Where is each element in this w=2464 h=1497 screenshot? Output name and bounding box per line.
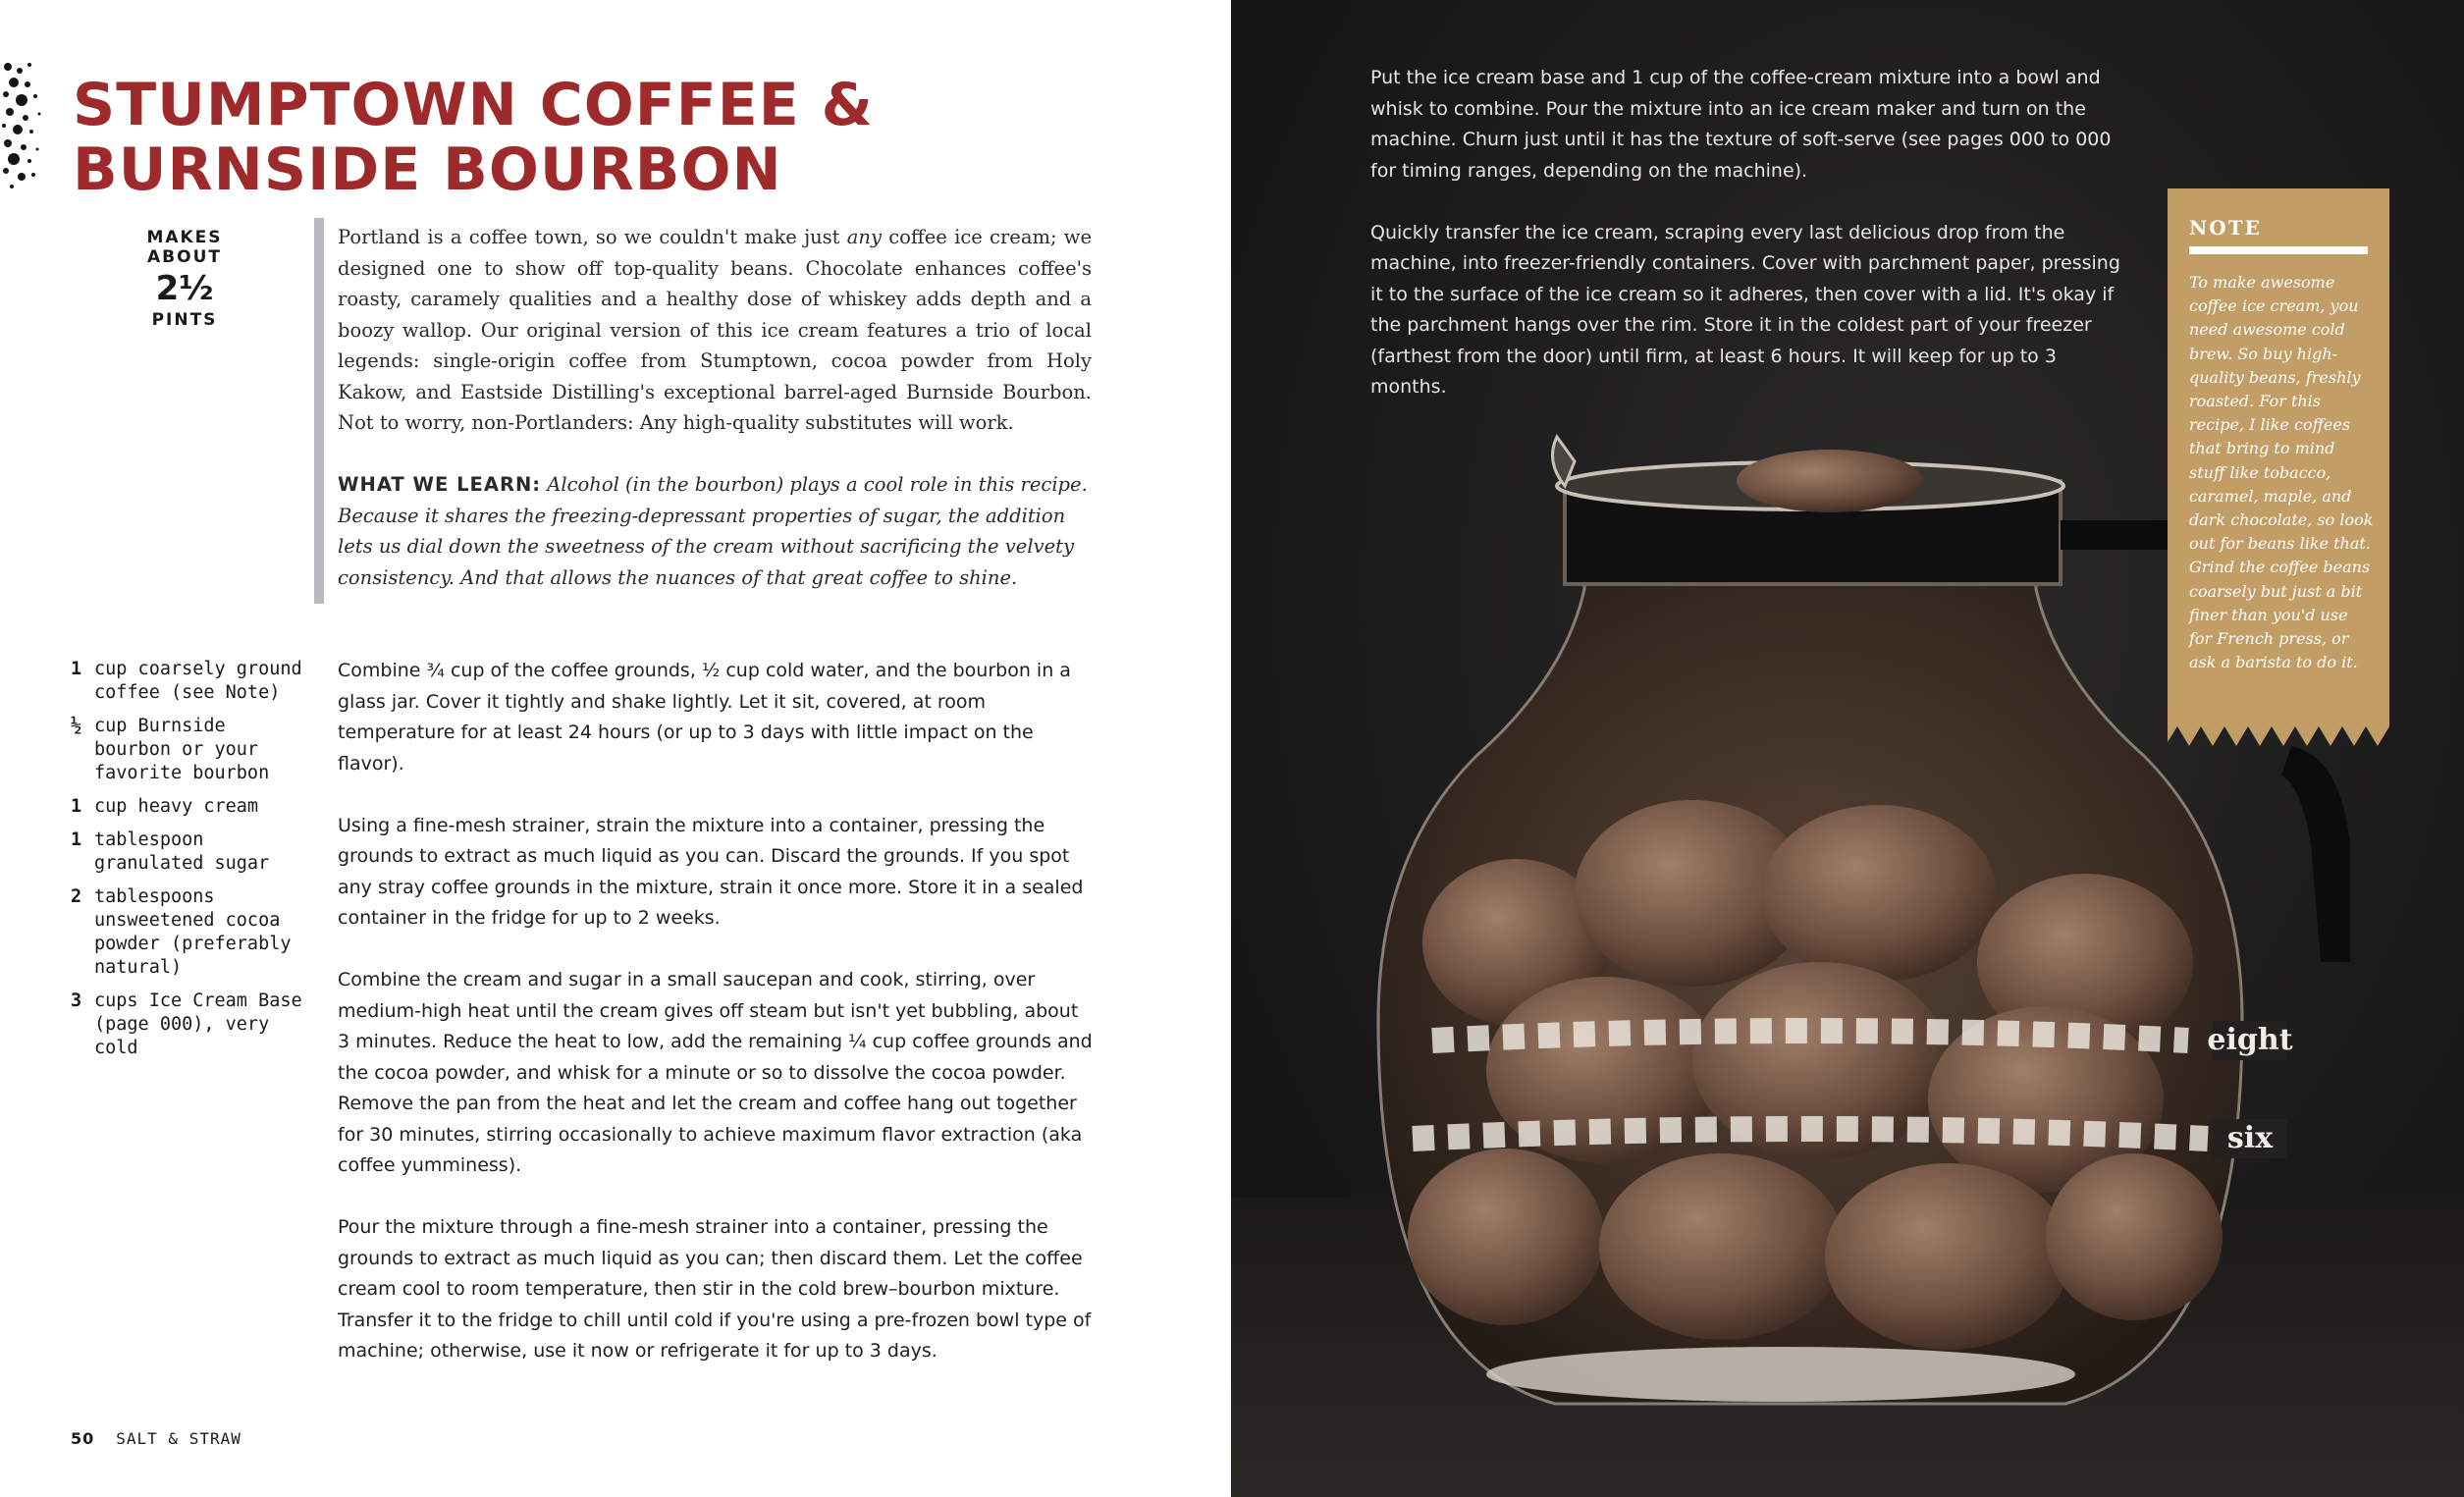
ingredient-item <box>71 885 306 980</box>
recipe-yield <box>106 228 263 330</box>
method-steps-left <box>338 656 1096 1398</box>
intro-segment: Portland is a coffee town, so we couldn't make just <box>338 226 847 248</box>
recipe-title-line-1: STUMPTOWN COFFEE & <box>73 71 874 139</box>
carafe-label-eight: eight <box>2207 1023 2293 1057</box>
method-step: Put the ice cream base and 1 cup of the coffee-cream mixture into a bowl and whisk to combine. Pour the mixture into an ice cream maker and turn on the machine. Churn just until it has the texture of soft-serve (see pages 000 to 000 for timing ranges, depending on the machine). <box>1370 67 2112 182</box>
method-steps-right <box>1370 63 2128 434</box>
method-step: Quickly transfer the ice cream, scraping every last delicious drop from the machine, into freezer-friendly containers. Cover with parchment paper, pressing it to the surface of the ice cream so it adheres, then cover with a lid. It's okay if the parchment hangs over the rim. Store it in the coldest part of your freezer (farthest from the door) until firm, at least 6 hours. It will keep for up to 3 months. <box>1370 221 2120 398</box>
note-heading: NOTE <box>2189 216 2262 240</box>
ingredient-text: cup coarsely ground coffee (see Note) <box>94 659 302 703</box>
page-number: 50 <box>71 1429 95 1448</box>
ingredient-text: cup Burnside bourbon or your favorite bourbon <box>94 716 270 783</box>
page-folio <box>71 1429 241 1448</box>
ingredient-qty: 3 <box>71 990 82 1011</box>
ingredient-qty: 1 <box>71 659 82 679</box>
what-we-learn-heading: WHAT WE LEARN: <box>338 473 542 496</box>
ingredient-item <box>71 829 306 876</box>
yield-label-top: MAKES ABOUT <box>146 228 223 267</box>
note-text: To make awesome coffee ice cream, you need awesome cold brew. So buy high-quality beans, freshly roasted. For this recipe, I like coffees that bring to mind stuff like tobacco, caramel, maple, and dark chocolate, so look out for beans like that. Grind the coffee beans coarsely but just a bit finer than you'd use for French press, or ask a barista to do it. <box>2189 273 2374 672</box>
ingredient-item <box>71 989 306 1060</box>
ingredient-item <box>71 715 306 785</box>
ingredient-qty: ½ <box>71 716 82 736</box>
left-page <box>0 0 1231 1497</box>
yield-label-bottom: PINTS <box>151 310 218 330</box>
what-we-learn-text: Alcohol (in the bourbon) plays a cool role in this recipe. Because it shares the freezing-depressant properties of sugar, the addition lets us dial down the sweetness of the cream without sacrificing the velvety consistency. And that allows the nuances of that great coffee to shine. <box>338 473 1088 589</box>
intro-segment-emphasis: any <box>846 226 882 248</box>
ingredient-text: tablespoon granulated sugar <box>94 829 270 874</box>
ingredient-text: cups Ice Cream Base (page 000), very cold <box>94 990 302 1058</box>
method-step: Using a fine-mesh strainer, strain the mixture into a container, pressing the grounds to extract as much liquid as you can. Discard the grounds. If you spot any stray coffee grounds in the mixture, strain it once more. Store it in a sealed container in the fridge for up to 2 weeks. <box>338 814 1084 929</box>
ingredient-item <box>71 658 306 705</box>
ingredient-qty: 2 <box>71 886 82 907</box>
ingredient-text: tablespoons unsweetened cocoa powder (preferably natural) <box>94 886 292 978</box>
recipe-title <box>73 73 956 202</box>
yield-amount: 2½ <box>155 269 214 308</box>
note-tag <box>2168 188 2389 746</box>
intro-segment: coffee ice cream; we designed one to show off top-quality beans. Chocolate enhances coffee's roasty, caramely qualities and a healthy dose of whiskey adds depth and a boozy wallop. Our original version of this ice cream features a trio of local legends: single-origin coffee from Stumptown, cocoa powder from Holy Kakow, and Eastside Distilling's exceptional barrel-aged Burnside Bourbon. Not to worry, non-Portlanders: Any high-quality substitutes will work. <box>338 226 1092 434</box>
carafe-label-six: six <box>2226 1121 2274 1155</box>
ingredient-qty: 1 <box>71 796 82 817</box>
ink-speckle-decoration <box>0 61 47 190</box>
intro-side-bar <box>314 218 324 604</box>
method-step: Combine ¾ cup of the coffee grounds, ½ cup cold water, and the bourbon in a glass jar. Cover it tightly and shake lightly. Let it sit, covered, at room temperature for at least 24 hours (or up to 3 days with little impact on the flavor). <box>338 660 1071 775</box>
method-step: Combine the cream and sugar in a small saucepan and cook, stirring, over medium-high heat until the cream gives off steam but isn't yet bubbling, about 3 minutes. Reduce the heat to low, add the remaining ¼ cup coffee grounds and the cocoa powder, and whisk for a minute or so to dissolve the cocoa powder. Remove the pan from the heat and let the cream and coffee hang out together for 30 minutes, stirring occasionally to achieve maximum flavor extraction (aka coffee yumminess). <box>338 969 1093 1176</box>
right-page <box>1231 0 2464 1497</box>
ingredient-list <box>71 658 306 1070</box>
method-step: Pour the mixture through a fine-mesh strainer into a container, pressing the grounds to extract as much liquid as you can; then discard them. Let the coffee cream cool to room temperature, then stir in the cold brew–bourbon mixture. Transfer it to the fridge to chill until cold if you're using a pre-frozen bowl type of machine; otherwise, use it now or refrigerate it for up to 3 days. <box>338 1216 1092 1362</box>
recipe-title-line-2: BURNSIDE BOURBON <box>73 135 782 204</box>
ingredient-text: cup heavy cream <box>94 796 259 817</box>
ingredient-qty: 1 <box>71 829 82 850</box>
book-title: SALT & STRAW <box>116 1429 241 1448</box>
note-rule <box>2189 246 2368 254</box>
intro-paragraph <box>338 222 1092 439</box>
what-we-learn <box>338 469 1092 593</box>
ingredient-item <box>71 795 306 819</box>
